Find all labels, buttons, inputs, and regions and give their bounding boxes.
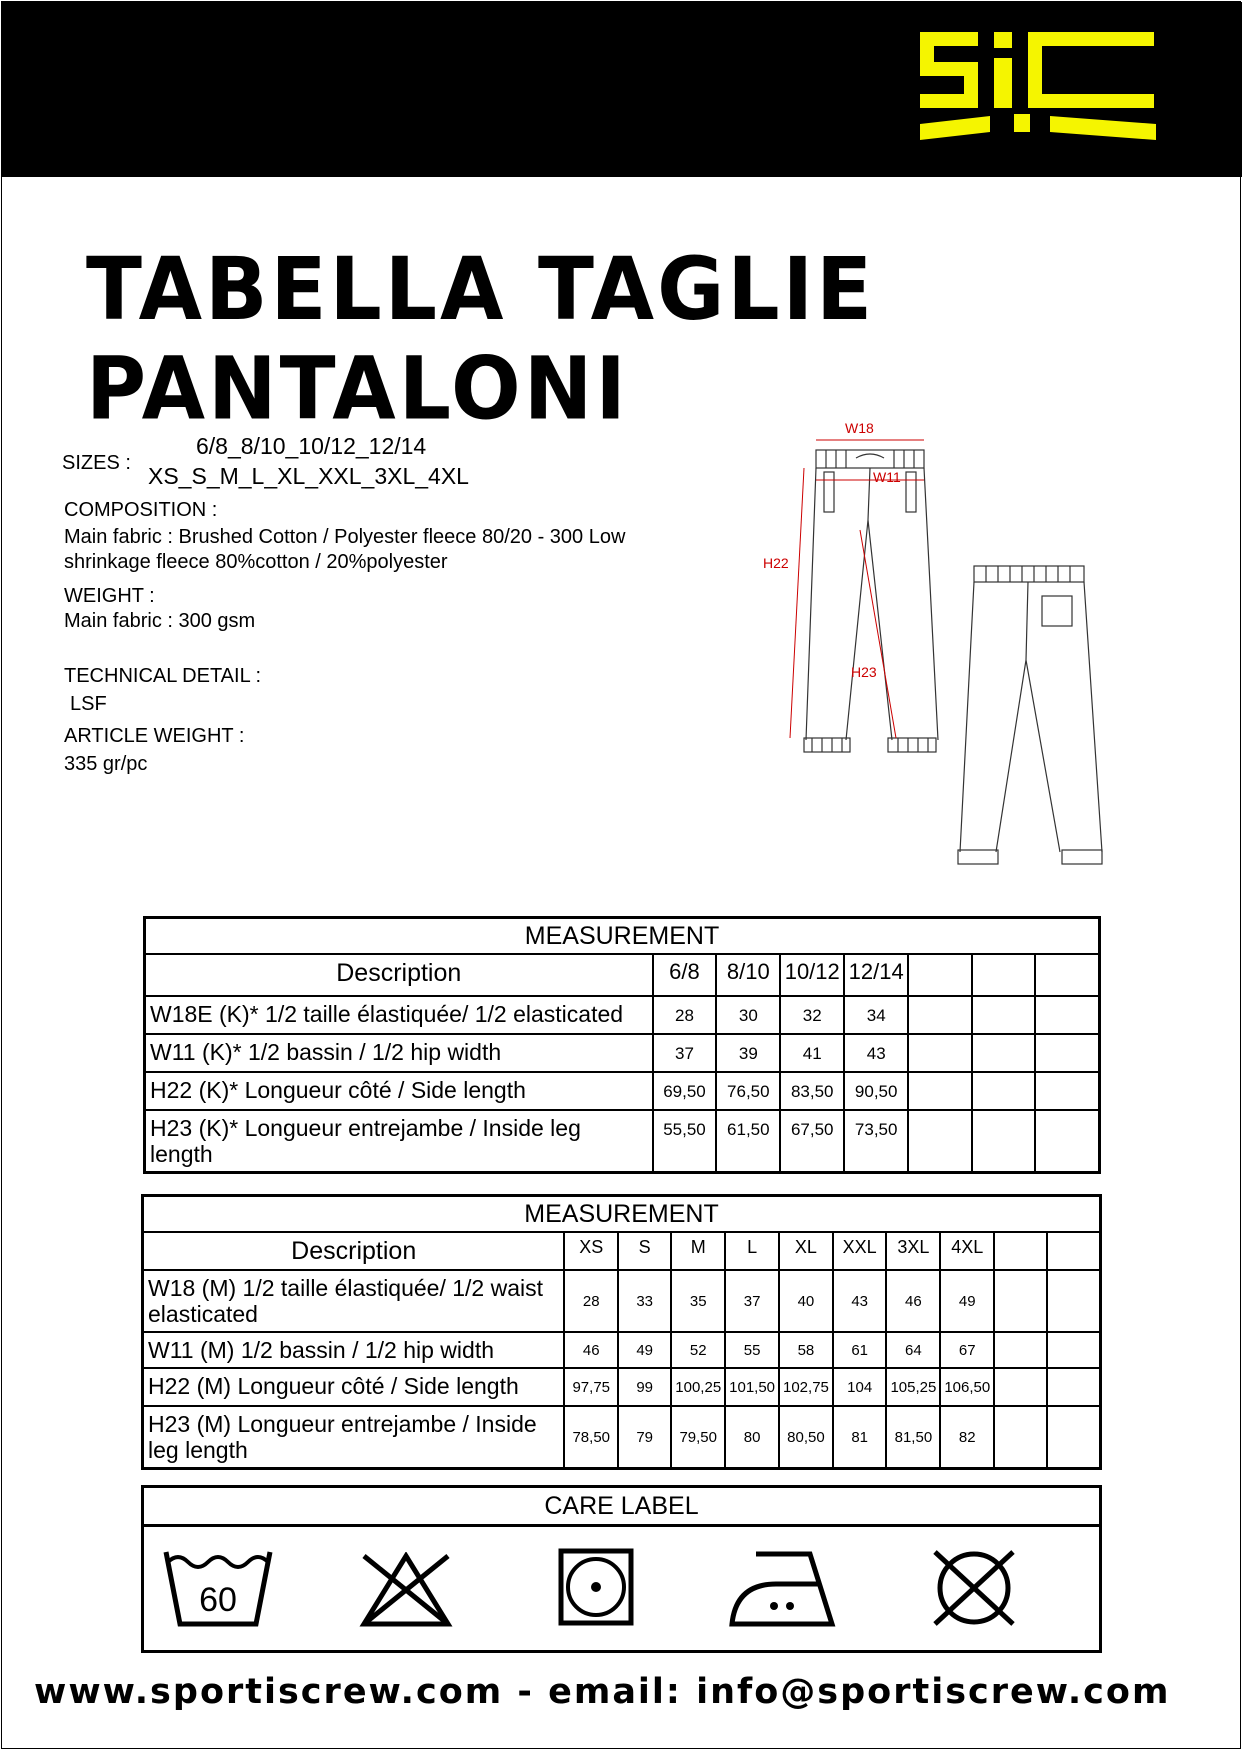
label-h22: H22 xyxy=(763,555,789,571)
cell-value xyxy=(908,1072,972,1110)
cell-value: 39 xyxy=(716,1034,780,1072)
cell-value: 30 xyxy=(716,996,780,1034)
cell-value: 37 xyxy=(653,1034,717,1072)
cell-value: 100,25 xyxy=(671,1368,725,1406)
cell-value xyxy=(1047,1368,1100,1406)
row-label: W18 (M) 1/2 taille élastiquée/ 1/2 waist elasticated xyxy=(143,1270,565,1332)
kids-size-header xyxy=(972,954,1036,996)
cell-value: 61,50 xyxy=(716,1110,780,1173)
adult-size-header: S xyxy=(618,1232,671,1270)
wash-temperature: 60 xyxy=(199,1581,237,1619)
kids-size-header xyxy=(1035,954,1099,996)
cell-value xyxy=(994,1368,1047,1406)
cell-value: 32 xyxy=(780,996,844,1034)
kids-size-header: 6/8 xyxy=(653,954,717,996)
cell-value: 67 xyxy=(940,1332,994,1368)
cell-value: 81,50 xyxy=(886,1406,940,1469)
adult-size-header: M xyxy=(671,1232,725,1270)
cell-value: 49 xyxy=(940,1270,994,1332)
cell-value xyxy=(972,1072,1036,1110)
cell-value: 40 xyxy=(779,1270,833,1332)
cell-value xyxy=(908,1110,972,1173)
pants-back-view xyxy=(958,566,1102,864)
kids-measurement-table xyxy=(143,916,1101,1174)
cell-value: 55 xyxy=(725,1332,779,1368)
composition-text: Main fabric : Brushed Cotton / Polyester fleece 80/20 - 300 Low shrinkage fleece 80%cotton / 20%polyester xyxy=(64,526,626,573)
cell-value: 52 xyxy=(671,1332,725,1368)
article-weight-label: ARTICLE WEIGHT : xyxy=(64,725,245,747)
cell-value: 105,25 xyxy=(886,1368,940,1406)
cell-value: 80,50 xyxy=(779,1406,833,1469)
cell-value: 90,50 xyxy=(844,1072,908,1110)
cell-value xyxy=(1035,996,1099,1034)
cell-value: 69,50 xyxy=(653,1072,717,1110)
cell-value: 83,50 xyxy=(780,1072,844,1110)
cell-value: 97,75 xyxy=(564,1368,618,1406)
kids-description-header: Description xyxy=(145,954,653,996)
technical-detail-text: LSF xyxy=(70,693,107,715)
table-row xyxy=(145,996,1100,1034)
iron-medium-icon xyxy=(728,1548,838,1628)
cell-value xyxy=(994,1332,1047,1368)
cell-value xyxy=(1047,1270,1100,1332)
cell-value: 104 xyxy=(833,1368,887,1406)
kids-size-header: 10/12 xyxy=(780,954,844,996)
cell-value: 55,50 xyxy=(653,1110,717,1173)
page-title: TABELLA TAGLIE PANTALONI xyxy=(86,240,876,440)
composition-label: COMPOSITION : xyxy=(64,499,218,521)
row-label: H22 (M) Longueur côté / Side length xyxy=(143,1368,565,1406)
row-label: W18E (K)* 1/2 taille élastiquée/ 1/2 elasticated xyxy=(145,996,653,1034)
weight-text: Main fabric : 300 gsm xyxy=(64,610,256,632)
row-label: H22 (K)* Longueur côté / Side length xyxy=(145,1072,653,1110)
cell-value: 64 xyxy=(886,1332,940,1368)
cell-value xyxy=(1035,1072,1099,1110)
adult-table-caption: MEASUREMENT xyxy=(143,1196,1101,1233)
cell-value xyxy=(908,1034,972,1072)
cell-value: 46 xyxy=(564,1332,618,1368)
kids-table-caption: MEASUREMENT xyxy=(145,918,1100,955)
care-label-box xyxy=(141,1485,1102,1653)
technical-detail-label: TECHNICAL DETAIL : xyxy=(64,665,262,687)
adult-size-header xyxy=(1047,1232,1100,1270)
cell-value: 106,50 xyxy=(940,1368,994,1406)
kids-size-header xyxy=(908,954,972,996)
cell-value: 81 xyxy=(833,1406,887,1469)
cell-value: 58 xyxy=(779,1332,833,1368)
sizes-label: SIZES : xyxy=(62,452,131,474)
header-bar xyxy=(2,2,1242,177)
cell-value: 67,50 xyxy=(780,1110,844,1173)
table-row xyxy=(145,1034,1100,1072)
label-w11: W11 xyxy=(873,469,901,485)
cell-value xyxy=(1047,1332,1100,1368)
sizes-kids: 6/8_8/10_10/12_12/14 xyxy=(196,433,427,459)
adult-size-header: XXL xyxy=(833,1232,887,1270)
cell-value xyxy=(1035,1034,1099,1072)
cell-value xyxy=(1047,1406,1100,1469)
cell-value xyxy=(908,996,972,1034)
cell-value: 80 xyxy=(725,1406,779,1469)
label-h23: H23 xyxy=(851,664,877,680)
cell-value: 28 xyxy=(564,1270,618,1332)
pants-front-view xyxy=(804,450,938,752)
row-label: W11 (K)* 1/2 bassin / 1/2 hip width xyxy=(145,1034,653,1072)
cell-value: 28 xyxy=(653,996,717,1034)
adult-size-header: 4XL xyxy=(940,1232,994,1270)
cell-value: 73,50 xyxy=(844,1110,908,1173)
cell-value: 33 xyxy=(618,1270,671,1332)
cell-value xyxy=(994,1406,1047,1469)
tumble-dry-icon xyxy=(558,1548,634,1626)
table-row xyxy=(143,1332,1101,1368)
cell-value: 101,50 xyxy=(725,1368,779,1406)
cell-value: 99 xyxy=(618,1368,671,1406)
table-row xyxy=(143,1368,1101,1406)
cell-value: 78,50 xyxy=(564,1406,618,1469)
cell-value: 43 xyxy=(844,1034,908,1072)
adult-size-header: L xyxy=(725,1232,779,1270)
sizes-adults: XS_S_M_L_XL_XXL_3XL_4XL xyxy=(148,463,469,489)
cell-value: 79 xyxy=(618,1406,671,1469)
cell-value: 79,50 xyxy=(671,1406,725,1469)
adult-description-header: Description xyxy=(143,1232,565,1270)
cell-value: 46 xyxy=(886,1270,940,1332)
cell-value: 43 xyxy=(833,1270,887,1332)
adult-size-header xyxy=(994,1232,1047,1270)
care-label-caption: CARE LABEL xyxy=(144,1488,1099,1527)
weight-label: WEIGHT : xyxy=(64,585,155,607)
cell-value xyxy=(972,996,1036,1034)
cell-value: 37 xyxy=(725,1270,779,1332)
wash-60-icon xyxy=(162,1548,274,1630)
adult-size-header: XL xyxy=(779,1232,833,1270)
row-label: W11 (M) 1/2 bassin / 1/2 hip width xyxy=(143,1332,565,1368)
do-not-bleach-icon xyxy=(358,1552,454,1628)
kids-size-header: 12/14 xyxy=(844,954,908,996)
footer-contact: www.sportiscrew.com - email: info@sportiscrew.com xyxy=(34,1672,1171,1712)
row-label: H23 (M) Longueur entrejambe / Inside leg length xyxy=(143,1406,565,1469)
table-row xyxy=(145,1072,1100,1110)
cell-value: 34 xyxy=(844,996,908,1034)
table-row xyxy=(145,1110,1100,1173)
row-label: H23 (K)* Longueur entrejambe / Inside leg length xyxy=(145,1110,653,1173)
cell-value xyxy=(994,1270,1047,1332)
cell-value: 61 xyxy=(833,1332,887,1368)
cell-value xyxy=(972,1034,1036,1072)
cell-value: 82 xyxy=(940,1406,994,1469)
label-w18: W18 xyxy=(845,420,874,436)
kids-size-header: 8/10 xyxy=(716,954,780,996)
article-weight-text: 335 gr/pc xyxy=(64,753,148,775)
cell-value: 49 xyxy=(618,1332,671,1368)
cell-value xyxy=(972,1110,1036,1173)
table-row xyxy=(143,1270,1101,1332)
logo xyxy=(920,28,1156,150)
adult-size-header: XS xyxy=(564,1232,618,1270)
cell-value: 102,75 xyxy=(779,1368,833,1406)
adult-size-header: 3XL xyxy=(886,1232,940,1270)
adult-measurement-table xyxy=(141,1194,1102,1470)
cell-value: 76,50 xyxy=(716,1072,780,1110)
do-not-dryclean-icon xyxy=(929,1548,1019,1628)
cell-value xyxy=(1035,1110,1099,1173)
cell-value: 41 xyxy=(780,1034,844,1072)
table-row xyxy=(143,1406,1101,1469)
pants-technical-drawing xyxy=(760,420,1120,870)
cell-value: 35 xyxy=(671,1270,725,1332)
